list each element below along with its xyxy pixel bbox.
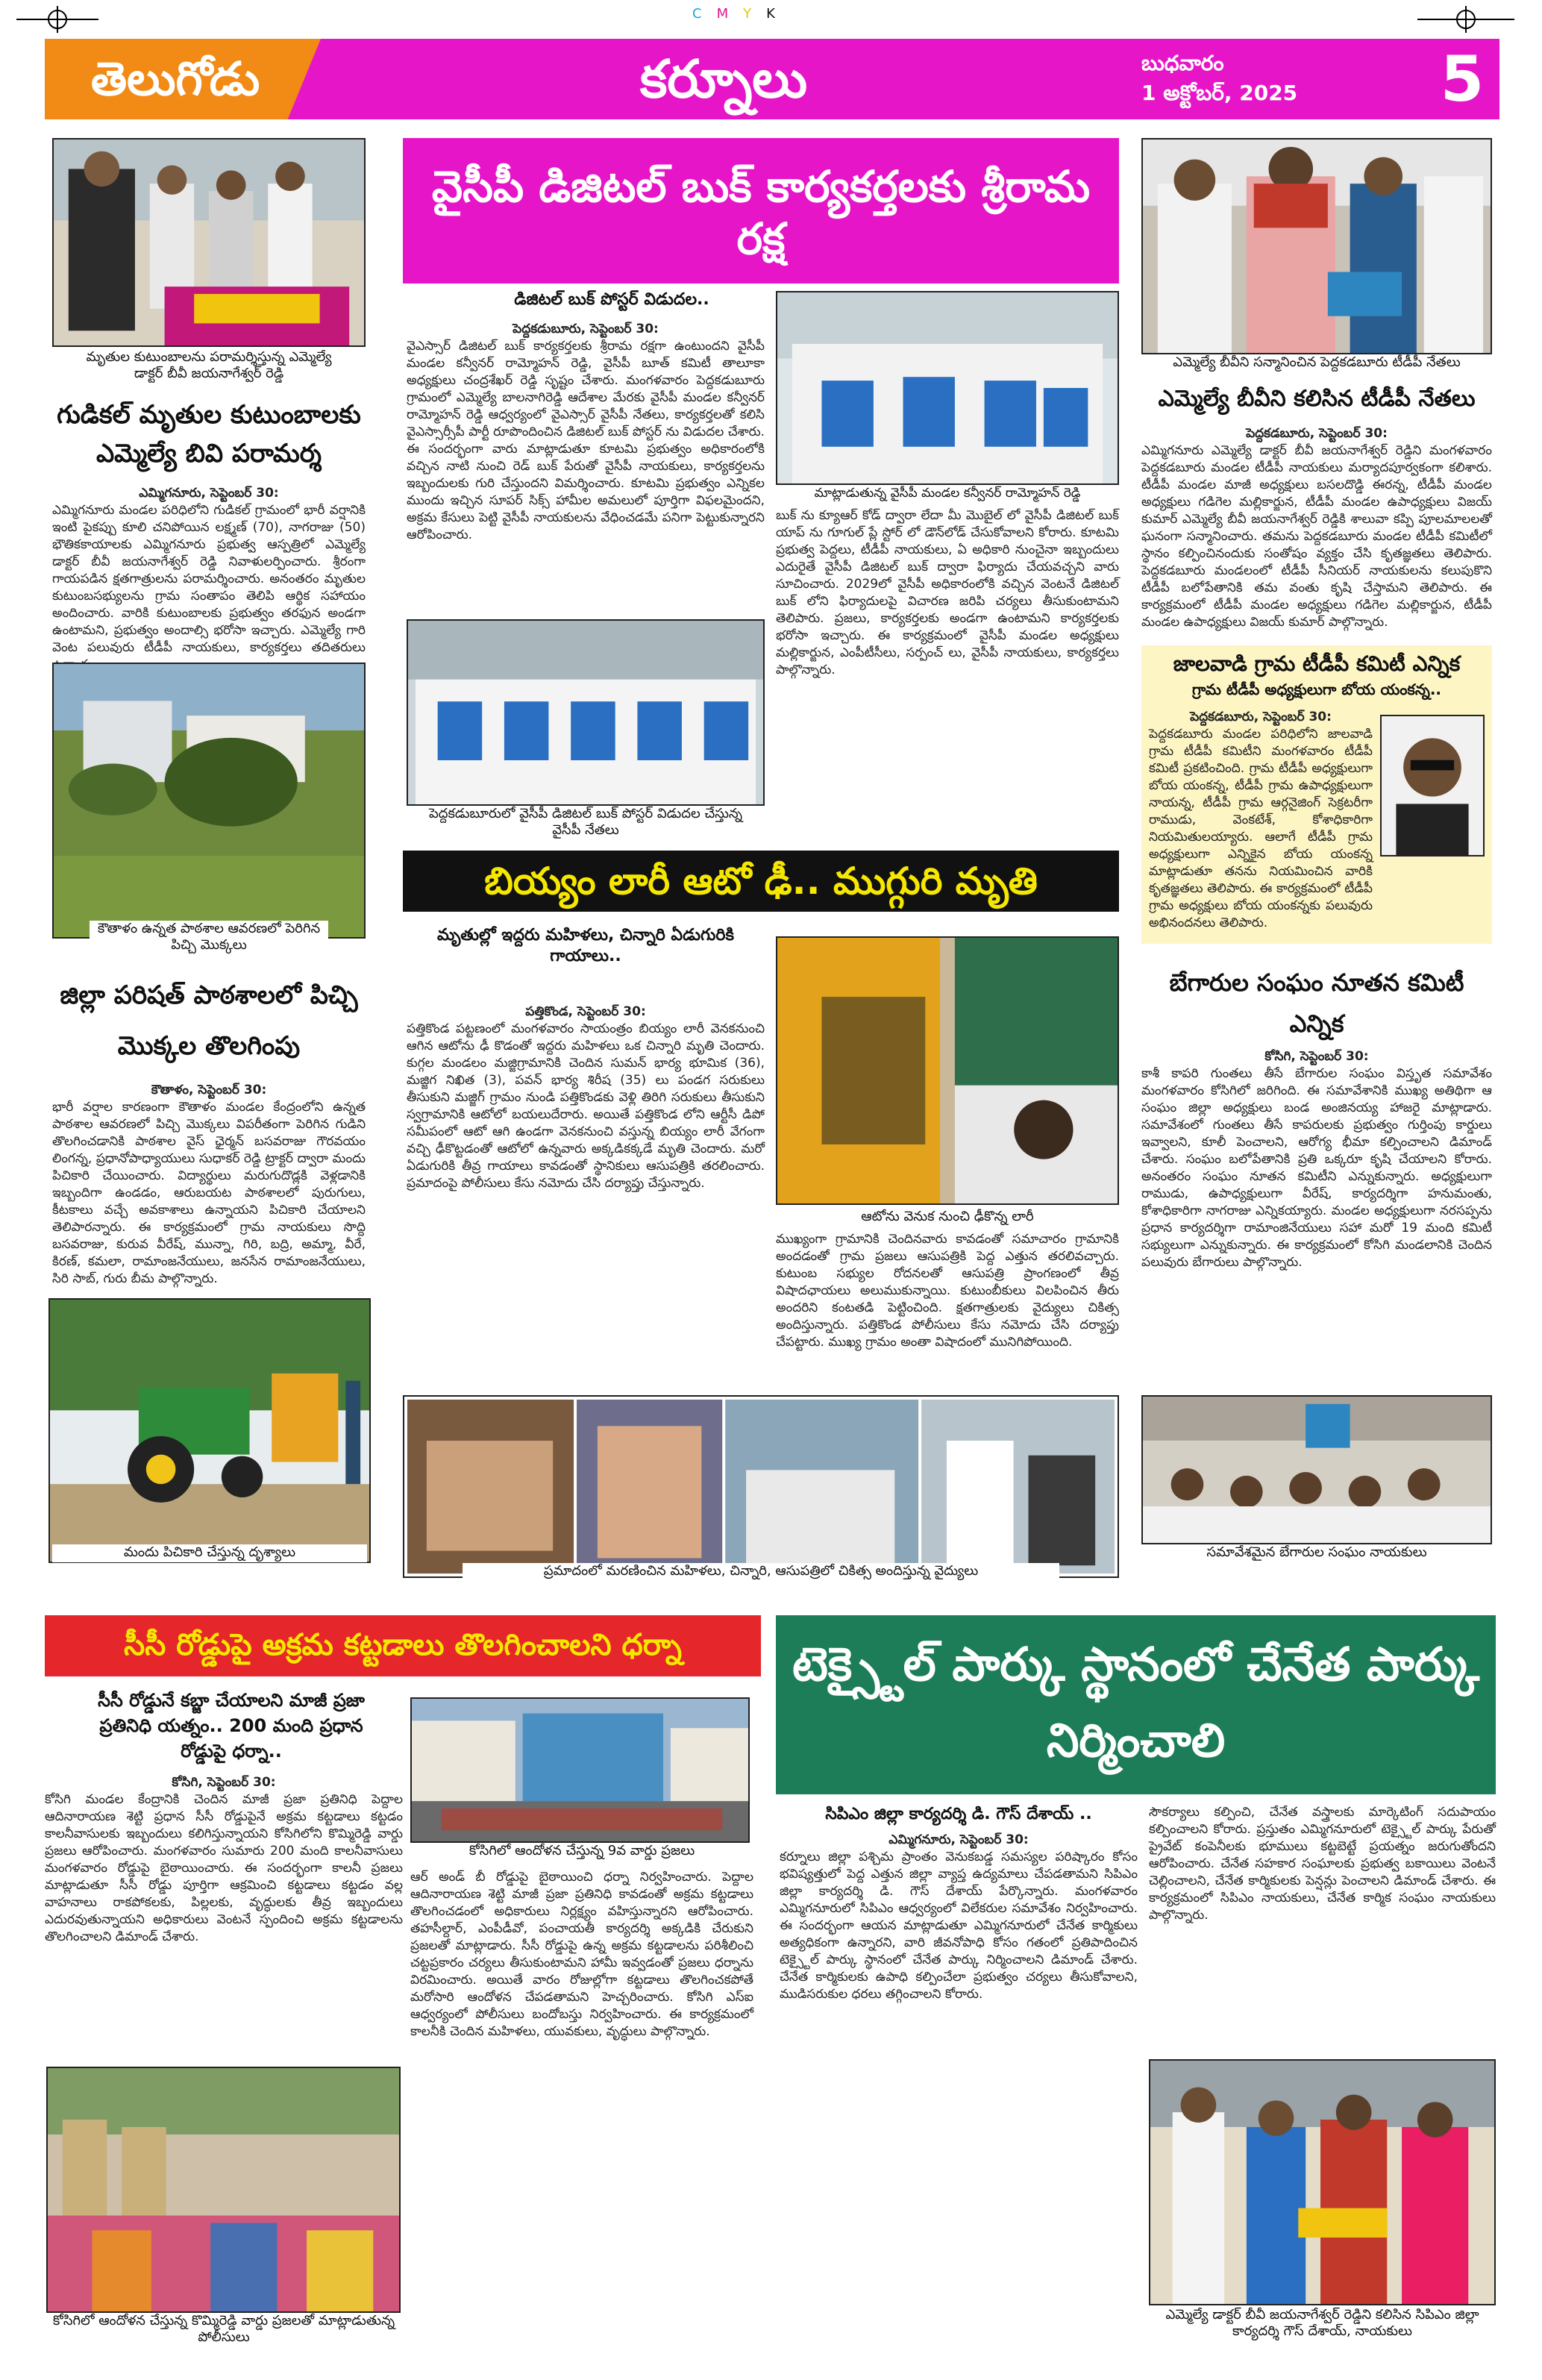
textile-body1-text: కర్నూలు జిల్లా పశ్చిమ ప్రాంతం వెనుకబడ్డ సమస్యల పరిష్కారం కోసం భవిష్యత్తులో పెద్ద ఎత్తున జిల్లా వ్యాప్త ఉద్యమాలు చేపడతామని సిపిఎం జిల్లా కార్యదర్శి డి. గౌస్ దేశాయ్ పేర్కొన్నారు. మంగళవారం ఎమ్మిగనూరులో సిపిఎం ఆధ్వర్యంలో విలేకరుల సమావేశం నిర్వహించారు. ఈ సందర్భంగా ఆయన మాట్లాడుతూ ఎమ్మిగనూరులో చేనేత కార్మికులు అత్యధికంగా ఉన్నారని, వారి జీవనోపాధి కోసం గతంలో ప్రతిపాదించిన టెక్స్టైల్ పార్కు స్థానంలో చేనేత పార్కు నిర్మించాలని డిమాండ్ చేశారు. చేనేత కార్మికులకు ఉపాధి కల్పించేలా ప్రభుత్వం చర్యలు తీసుకోవాలని, ముడిసరుకుల ధరలు తగ్గించాలని కోరారు. bbox=[780, 1850, 1138, 2002]
jalawadi-headline: జాలవాడి గ్రామ టీడీపీ కమిటీ ఎన్నిక bbox=[1173, 651, 1461, 676]
mla-funeral-body bbox=[52, 485, 366, 653]
textile-body2 bbox=[1149, 1804, 1496, 2043]
mla-tdp-photo bbox=[1141, 138, 1492, 354]
mla-funeral-photo bbox=[52, 138, 366, 347]
mla-funeral-body-text: ఎమ్మిగనూరు మండల పరిధిలోని గుడికల్ గ్రామంలో భారీ వర్షానికి ఇంటి పైకప్పు కూలి చనిపోయిన లక్ష్మణ్ (70), నాగరాజు (50) భౌతికకాయాలకు ఎమ్మిగనూరు ప్రభుత్వ ఆస్పత్రిలో ఎమ్మెల్యే డాక్టర్ బీవీ జయనాగేశ్వర్ రెడ్డి నివాళులర్పించారు. శ్రీరంగా గాయపడిన క్షతగాత్రులను పరామర్శించారు. అనంతరం మృతుల కుటుంబసభ్యులను గ్రామ సంతాపం తెలిపి ఆర్థిక సహాయం అందించారు. వారికి కుటుంబాలకు ప్రభుత్వం తరఫున అండగా ఉంటామని, ప్రభుత్వం అందాల్సి భరోసా ఇచ్చారు. ఎమ్మెల్యే గారి వెంట పలువురు టీడీపీ నాయకులు, కార్యకర్తలు తదితరులు bbox=[52, 503, 366, 655]
ysrcp-subhead: డిజిటల్ బుక్ పోస్టర్ విడుదల.. bbox=[514, 290, 709, 309]
ysrcp-group-caption: పెద్దకడుబూరులో వైసీపీ డిజిటల్ బుక్ పోస్టర్ విడుదల చేస్తున్న వైసీపీ నేతలు bbox=[414, 806, 757, 840]
page-number: 5 bbox=[1440, 43, 1485, 116]
cc-road-subhead: సీసీ రోడ్డునే కబ్జా చేయాలని మాజీ ప్రజా ప్రతినిధి యత్నం.. 200 మంది ప్రధాన రోడ్డుపై ధర్నా.. bbox=[98, 1690, 365, 1761]
begari-body-text: కాశీ కాపరి గుంతలు తీసే బేగారుల సంఘం విస్తృత సమావేశం మంగళవారం కోసిగిలో జరిగింది. ఈ సమావేశానికి ముఖ్య అతిథిగా ఆ సంఘం జిల్లా అధ్యక్షులు బండ అంజినయ్య హాజరై మాట్లాడారు. సమావేశంలో గుంతలు తీసే కాపరులకు ప్రభుత్వం గుర్తింపు కార్డులు ఇవ్వాలని, కూలీ పెంచాలని, ఆరోగ్య భీమా కల్పించాలని డిమాండ్ చేశారు. సంఘం బలోపేతానికి ప్రతి ఒక్కరూ కృషి చేయాలని కోరారు. అనంతరం సంఘం నూతన కమిటీని ఎన్నుకున్నారు. అధ్యక్షులుగా రాముడు, ఉపాధ్యక్షులుగా వీరేష్, కార్యదర్శిగా హనుమంతు, కోశాధికారిగా నాగరాజు ఎన్నికయ్యారు. మండల అధ్యక్షులుగా నరసప్పను ప్రధాన కార్యదర్శిగా రామాంజినేయులు సహా మరో 19 మంది కమిటీ సభ్యులుగా ఎన్నుకున్నారు. ఈ కార్యక్రమంలో కోసిగి మండలానికి చెందిన పలువురు బేగారులు పాల్గొన్నారు. bbox=[1141, 1066, 1492, 1270]
ysrcp-body1-text: వైఎస్సార్ డిజిటల్ బుక్ కార్యకర్తలకు శ్రీరామ రక్షగా ఉంటుందని వైసీపీ మండల కన్వీనర్ రామ్మోహన్ రెడ్డి, వైసీపీ బూత్ కమిటీ తాలూకా అధ్యక్షులు చంద్రశేఖర్ రెడ్డి సృష్టం చేశారు. మంగళవారం పెద్దకడుబూరు గ్రామంలో ఎమ్మెల్యే బాలనాగిరెడ్డి ఆదేశాల మేరకు వైసీపీ మండల కన్వీనర్ రామ్మోహన్ రెడ్డి ఆధ్వర్యంలో వైఎస్సార్ వైసీపీ నేతలు, కార్యకర్తలతో కలిసి వైఎస్సార్సీపీ పార్టీ రూపొందించిన డిజిటల్ బుక్ పోస్టర్ ను విడుదల చేశారు. ఈ సందర్భంగా వారు మాట్లాడుతూ కూటమి ప్రభుత్వం అధికారంలోకి వచ్చిన నాటి నుంచి రెడ్ బుక్ పేరుతో వైసీపీ నాయకులు, కార్యకర్తలను ఇబ్బందులకు గురి చేస్తుందని విమర్శించారు. కూటమి ప్రభుత్వం ఎన్నికల ముందు ఇచ్చిన సూపర్ సిక్స్ హామీల అమలులో పూర్తిగా విఫలమైందని, అక్రమ కేసులు పెట్టి వైసీపీ నాయకులను వేధించడమే పనిగా పెట్టుకున్నారని ఆరోపించారు. bbox=[407, 339, 765, 542]
begari-body bbox=[1141, 1048, 1492, 1391]
mla-funeral-caption: మృతుల కుటుంబాలను పరామర్శిస్తున్న ఎమ్మెల్యే డాక్టర్ బీవీ జయనాగేశ్వర్ రెడ్డి bbox=[82, 349, 336, 383]
rice-lorry-body2 bbox=[776, 1231, 1119, 1384]
mla-tdp-body bbox=[1141, 425, 1492, 634]
rice-lorry-body2-text: ముఖ్యంగా గ్రామానికి చెందినవారు కావడంతో సమాచారం గ్రామానికి అందడంతో గ్రామ ప్రజలు ఆసుపత్రికి పెద్ద ఎత్తున తరలివచ్చారు. కుటుంబ సభ్యుల రోదనలతో ఆసుపత్రి ప్రాంగణంలో తీవ్ర విషాదఛాయలు అలుముకున్నాయి. కుటుంబీకులు విలపించిన తీరు అందరిని కంటతడి పెట్టించింది. క్షతగాత్రులకు వైద్యులు చికిత్స అందిస్తున్నారు. పత్తికొండ పోలీసులు కేసు నమోదు చేసి దర్యాప్తు చేపట్టారు. ముఖ్య గ్రామం అంతా విషాదంలో మునిగిపోయింది. bbox=[776, 1232, 1119, 1350]
print-mark-c: C bbox=[692, 6, 717, 22]
jalawadi-subhead: గ్రామ టీడీపీ అధ్యక్షులుగా బోయ యంకన్న.. bbox=[1191, 680, 1442, 698]
cc-road-body2-text: ఆర్ అండ్ బీ రోడ్డుపై బైఠాయించి ధర్నా నిర్వహించారు. పెద్దాల ఆదినారాయణ శెట్టి మాజీ ప్రజా ప్రతినిధి కావడంతో అక్రమ కట్టడాలు తొలగించడంలో అధికారులు నిర్లక్ష్యం వహిస్తున్నారని ఆరోపించారు. తహసీల్దార్, ఎంపీడీవో, పంచాయతీ కార్యదర్శి అక్కడికి చేరుకుని ప్రజలతో మాట్లాడారు. సీసీ రోడ్డుపై ఉన్న అక్రమ కట్టడాలను పరిశీలించి చట్టప్రకారం చర్యలు తీసుకుంటామని హామీ ఇవ్వడంతో ప్రజలు ధర్నాను విరమించారు. అయితే వారం రోజుల్లోగా కట్టడాలు తొలగించకపోతే మరోసారి ఆందోళన చేపడతామని హెచ్చరించారు. కోసిగి ఎస్ఐ ఆధ్వర్యంలో పోలీసులు బందోబస్తు నిర్వహించారు. ఈ కార్యక్రమంలో కాలనీకి చెందిన మహిళలు, యువకులు, వృద్ధులు పాల్గొన్నారు. bbox=[410, 1870, 753, 2039]
rice-lorry-body1-text: పత్తికొండ పట్టణంలో మంగళవారం సాయంత్రం బియ్యం లారీ వెనకనుంచి ఆగిన ఆటోను ఢీ కొడంతో ఇద్దరు మహిళలు ఒక చిన్నారి మృతి చెందారు. కుగ్గల మండలం మజ్జిగ్రామానికి చెందిన సుమన్ భార్య భూమిక (36), మజ్జిగ నిఖిత (3), పవన్ భార్య శిరీష (35) లు పండగ సరుకులు తీసుకుని మజ్జిగ్ గ్రామం నుండి పత్తికొండకు వెళ్లి తిరిగి సరుకులు తీసుకుని స్వగ్రామానికి ఆటోలో బయలుదేరారు. అయితే పత్తికొండ లోని ఆర్టీసీ డిపో సమీపంలో ఆటో ఆగి ఉండగా వెనకనుంచి వస్తున్న బియ్యం లారీ వేగంగా వచ్చి ఢీకొట్టడంతో ఆటోలో ఉన్నవారు అక్కడికక్కడే మృతి చెందారు. మరో ఏడుగురికి తీవ్ర గాయాలు కావడంతో స్థానికులు ఆసుపత్రికి తరలించారు. ప్రమాదంపై పోలీసులు కేసు నమోదు చేసి దర్యాప్తు చేస్తున్నారు. bbox=[407, 1021, 765, 1191]
print-mark-k: K bbox=[766, 6, 790, 22]
jalawadi-dateline: పెద్దకడబూరు, సెప్టెంబర్ 30: bbox=[1190, 710, 1332, 724]
ysrcp-body2 bbox=[776, 507, 1119, 677]
victims-caption: ప్రమాదంలో మరణించిన మహిళలు, చిన్నారి, ఆసుపత్రిలో చికిత్స అందిస్తున్న వైద్యులు bbox=[463, 1563, 1059, 1579]
begari-headline: బేగారుల సంఘం నూతన కమిటీ ఎన్నిక bbox=[1169, 968, 1464, 1038]
registration-mark-left-icon bbox=[16, 4, 98, 34]
registration-mark-right-icon bbox=[1417, 4, 1514, 34]
ysrcp-dateline: పెద్దకడుబూరు, సెప్టెంబర్ 30: bbox=[513, 322, 659, 336]
ysrcp-banner-text: వైసీపీ డిజిటల్ బుక్ కార్యకర్తలకు శ్రీరామ రక్ష bbox=[431, 161, 1091, 264]
textile-photo bbox=[1149, 2059, 1496, 2305]
begari-dateline: కోసిగి, సెప్టెంబర్ 30: bbox=[1264, 1049, 1369, 1064]
jalawadi-body-text: పెద్దకడబూరు మండల పరిధిలోని జాలవాడి గ్రామ టీడీపీ కమిటీని మంగళవారం టీడీపీ కమిటీ ప్రకటించింది. గ్రామ టీడీపీ అధ్యక్షులుగా బోయ యంకన్న, టీడీపీ గ్రామ ఉపాధ్యక్షులుగా నాయన్న, టీడీపీ గ్రామ ఆర్గనైజింగ్ సెక్రటరీగా రాముడు, వెంకటేశ్, కోశాధికారిగా నియమితులయ్యారు. ఆలాగే టీడీపీ గ్రామ అధ్యక్షులుగా ఎన్నికైన బోయ యంకన్న మాట్లాడుతూ తనను నియమించిన వారికి కృతజ్ఞతలు తెలిపారు. ఈ కార్యక్రమంలో టీడీపీ గ్రామ అధ్యక్షులు బోయ యంకన్నకు పలువురు అభినందనలు తెలిపారు. bbox=[1149, 727, 1373, 930]
begari-caption: సమావేశమైన బేగారుల సంఘం నాయకులు bbox=[1194, 1544, 1440, 1562]
mla-tdp-dateline: పెద్దకడబూరు, సెప్టెంబర్ 30: bbox=[1246, 426, 1388, 441]
print-marks bbox=[692, 6, 849, 28]
rice-lorry-dateline: పత్తికొండ, సెప్టెంబర్ 30: bbox=[525, 1004, 646, 1019]
textile-banner-text: టెక్స్టైల్ పార్కు స్థానంలో చేనేత పార్కు నిర్మించాలి bbox=[792, 1637, 1480, 1767]
rice-lorry-subhead: మృతుల్లో ఇద్దరు మహిళలు, చిన్నారి ఏడుగురికి గాయాలు.. bbox=[437, 926, 734, 965]
jalawadi-portrait bbox=[1380, 715, 1485, 857]
textile-caption: ఎమ్మెల్యే డాక్టర్ బీవీ జయనాగేశ్వర్ రెడ్డిని కలిసిన సిపిఎం జిల్లా కార్యదర్శి గౌస్ దేశాయ్, నాయకులు bbox=[1156, 2307, 1488, 2341]
ysrcp-body2-text: బుక్ ను క్యూఆర్ కోడ్ ద్వారా లేదా మీ మొబైల్ లో వైసీపీ డిజిటల్ బుక్ యాప్ ను గూగుల్ ప్లే స్టోర్ లో డౌన్‌లోడ్ చేసుకోవాలని కోరారు. కూటమి ప్రభుత్వ పెద్దలు, టీడీపీ నాయకులు, ఏ అధికారి నుంచైనా ఇబ్బందులు ఎదురైతే వైసీపీ డిజిటల్ బుక్ ద్వారా ఫిర్యాదు చేయవచ్చని వారు సూచించారు. 2029లో వైసీపీ అధికారంలోకి వచ్చిన వెంటనే డిజిటల్ బుక్ లోని ఫిర్యాదులపై విచారణ జరిపి చర్యలు తీసుకుంటామని తెలిపారు. ప్రజలు, కార్యకర్తలకు అండగా ఉంటామని కార్యకర్తలకు భరోసా ఇచ్చారు. ఈ కార్యక్రమంలో వైసీపీ మండల అధ్యక్షులు మల్లికార్జున, ఎంపీటీసీలు, సర్పంచ్ లు, వైసీపీ నాయకులు, కార్యకర్తలు పాల్గొన్నారు. bbox=[776, 508, 1119, 677]
cc-road-body1 bbox=[45, 1774, 403, 2058]
accident-caption: ఆటోను వెనుక నుంచి ఢీకొన్న లారీ bbox=[828, 1209, 1067, 1227]
masthead-date: 1 అక్టోబర్, 2025 bbox=[1141, 81, 1298, 105]
ysrcp-poster-caption: మాట్లాడుతున్న వైసీపీ మండల కన్వీనర్ రామ్మోహన్ రెడ్డి bbox=[780, 485, 1115, 503]
school-weeds-body bbox=[52, 1082, 366, 1287]
cc-road-body1-text: కోసిగి మండల కేంద్రానికి చెందిన మాజీ ప్రజా ప్రతినిధి పెద్దాల ఆదినారాయణ శెట్టి ప్రధాన సీసీ రోడ్డుపైనే అక్రమ కట్టడాలు కట్టడం కాలనీవాసులకు ఇబ్బందులు కలిగిస్తున్నాయని కోసిగిలోని కొమ్మిరెడ్డి వార్డు ప్రజలు ఆరోపించారు. మంగళవారం సుమారు 200 మంది కాలనీవాసులు మంగళవారం రోడ్డుపై బైఠాయించారు. ఈ సందర్భంగా కాలనీ ప్రజలు మాట్లాడుతూ సీసీ రోడ్డు పూర్తిగా ఆక్రమించి కట్టడాలు కట్టడం వల్ల వాహనాలు రాకపోకలకు, పిల్లలకు, వృద్ధులకు తీవ్ర ఇబ్బందులు ఎదురవుతున్నాయని అధికారులు వెంటనే స్పందించి అక్రమ కట్టడాలను తొలగించాలని డిమాండ్ చేశారు. bbox=[45, 1792, 403, 1944]
spraying-photo bbox=[48, 1298, 371, 1563]
accident-photo bbox=[776, 936, 1119, 1205]
begari-photo bbox=[1141, 1395, 1492, 1544]
textile-dateline: ఎమ్మిగనూరు, సెప్టెంబర్ 30: bbox=[888, 1832, 1029, 1847]
print-mark-y: Y bbox=[743, 6, 767, 22]
school-weeds-caption: కౌతాళం ఉన్నత పాఠశాల ఆవరణలో పెరిగిన పిచ్చి మొక్కలు bbox=[90, 921, 328, 955]
police-photo bbox=[46, 2067, 401, 2313]
mla-tdp-caption: ఎమ్మెల్యే బీవీని సన్మానించిన పెద్దకడబూరు టీడీపీ నేతలు bbox=[1153, 354, 1481, 372]
ysrcp-group-photo bbox=[407, 619, 765, 806]
cc-road-banner-text: సీసీ రోడ్డుపై అక్రమ కట్టడాలు తొలగించాలని ధర్నా bbox=[124, 1628, 682, 1662]
masthead bbox=[45, 39, 1499, 119]
school-weeds-dateline: కౌతాళం, సెప్టెంబర్ 30: bbox=[151, 1083, 267, 1097]
rice-lorry-body1 bbox=[407, 1003, 765, 1384]
cc-road-dateline: కోసిగి, సెప్టెంబర్ 30: bbox=[172, 1775, 276, 1790]
ysrcp-body1 bbox=[407, 321, 765, 619]
textile-subhead: సిపిఎం జిల్లా కార్యదర్శి డి. గౌస్ దేశాయ్ .. bbox=[825, 1805, 1092, 1823]
brand-logo: తెలుగోడు bbox=[90, 51, 260, 106]
police-caption: కోసిగిలో ఆందోళన చేస్తున్న కొమ్మిరెడ్డి వార్డు ప్రజలతో మాట్లాడుతున్న పోలీసులు bbox=[52, 2313, 395, 2347]
cc-road-photo bbox=[410, 1697, 750, 1843]
textile-body1 bbox=[780, 1832, 1138, 2346]
rice-lorry-banner-text: బియ్యం లారీ ఆటో ఢీ.. ముగ్గురి మృతి bbox=[484, 859, 1038, 903]
cc-road-photo-caption: కోసిగిలో ఆందోళన చేస్తున్న 9వ వార్డు ప్రజలు bbox=[455, 1843, 709, 1861]
ysrcp-poster-photo bbox=[776, 291, 1119, 485]
mla-funeral-headline: గుడికల్ మృతుల కుటుంబాలకు ఎమ్మెల్యే బివి పరామర్శ bbox=[57, 400, 361, 469]
school-weeds-body-text: భారీ వర్షాల కారణంగా కౌతాళం మండల కేంద్రంలోని ఉన్నత పాఠశాల ఆవరణలో పిచ్చి మొక్కలు విపరీతంగా పెరిగిన గుడిని తొలగించడానికి పాఠశాల వైస్ ఛైర్మన్ బసవరాజు గౌరవయం లింగన్న, ప్రధానోపాధ్యాయులు సుధాకర్ రెడ్డి ట్రాక్టర్ ద్వారా మందు పిచికారి చేయించారు. విద్యార్థులు మరుగుదొడ్లకి వెళ్లడానికి ఇబ్బందిగా ఉండడం, ఆరుబయట పాఠశాలలో పురుగులు, కీటకాలు వచ్చే అవకాశాలు ఉన్నాయని పిచికారి చేయాలని తెలిపారన్నారు. ఈ కార్యక్రమంలో గ్రామ నాయకులు సొద్ది బసవరాజు, కురువ వీరేష్, మున్నా, గిరి, బద్రి, అమ్మా, వీరే, కిరణ్, కమలా, రామాంజనేయులు, జనసేన రామాంజనేయులు, సిరి సాబ్, గురు బీమ పాల్గొన్నారు. bbox=[52, 1100, 366, 1286]
mla-funeral-dateline: ఎమ్మిగనూరు, సెప్టెంబర్ 30: bbox=[139, 486, 279, 501]
jalawadi-body bbox=[1149, 709, 1373, 933]
school-weeds-photo bbox=[52, 663, 366, 939]
textile-body2-text: సౌకర్యాలు కల్పించి, చేనేత వస్త్రాలకు మార్కెటింగ్ సదుపాయం కల్పించాలని కోరారు. ప్రస్తుతం ఎమ్మిగనూరులో టెక్స్టైల్ పార్కు పేరుతో ప్రైవేట్ కంపెనీలకు భూములు కట్టబెట్టే ప్రయత్నం జరుగుతోందని ఆరోపించారు. చేనేత సహకార సంఘాలకు ప్రభుత్వ బకాయిలు వెంటనే చెల్లించాలని, చేనేత కార్మికులకు పెన్షన్లు పెంచాలని డిమాండ్ చేశారు. ఈ కార్యక్రమంలో సిపిఎం నాయకులు, చేనేత కార్మిక సంఘం నాయకులు పాల్గొన్నారు. bbox=[1149, 1805, 1496, 1923]
mla-tdp-headline: ఎమ్మెల్యే బీవీని కలిసిన టీడీపీ నేతలు bbox=[1158, 386, 1476, 412]
masthead-day: బుధవారం bbox=[1141, 51, 1224, 75]
section-title: కర్నూలు bbox=[639, 48, 808, 110]
cc-road-body2 bbox=[410, 1869, 753, 2346]
print-mark-m: M bbox=[716, 6, 744, 22]
spraying-caption: మందు పిచికారి చేస్తున్న దృశ్యాలు bbox=[52, 1544, 367, 1562]
mla-tdp-body-text: ఎమ్మిగనూరు ఎమ్మెల్యే డాక్టర్ బీవీ జయనాగేశ్వర్ రెడ్డిని మంగళవారం పెద్దకడబూరు మండల టీడీపీ నాయకులు మర్యాదపూర్వకంగా కలిశారు. టీడీపీ మండల మాజీ అధ్యక్షులు బసలదొడ్డి ఈరన్న, టీడీపీ మండల అధ్యక్షులు గడిగెల మల్లికార్జున, టీడీపీ మండల ఉపాధ్యక్షులు విజయ్ కుమార్ ఎమ్మెల్యే బీవీ జయనాగేశ్వర్ రెడ్డికి శాలువా కప్పి పూలమాలలతో ఘనంగా సన్మానించారు. తమను పెద్దకడబూరు మండల టీడీపీ కమిటీలో స్థానం కల్పించినందుకు సంతోషం వ్యక్తం చేసి కృతజ్ఞతలు తెలిపారు. పెద్దకడబూరు మండలంలో టీడీపీ సీనియర్ నాయకులను కలుపుకొని టీడీపీ బలోపేతానికి తమ వంతు కృషి చేస్తామని తెలిపారు. ఈ కార్యక్రమంలో టీడీపీ మండల అధ్యక్షులు గడిగెల మల్లికార్జున, టీడీపీ మండల ఉపాధ్యక్షులు విజయ్ కుమార్ పాల్గొన్నారు. bbox=[1141, 443, 1492, 630]
victims-photo-strip bbox=[403, 1395, 1119, 1578]
school-weeds-headline: జిల్లా పరిషత్ పాఠశాలలో పిచ్చి మొక్కల తొలగింపు bbox=[60, 980, 358, 1061]
